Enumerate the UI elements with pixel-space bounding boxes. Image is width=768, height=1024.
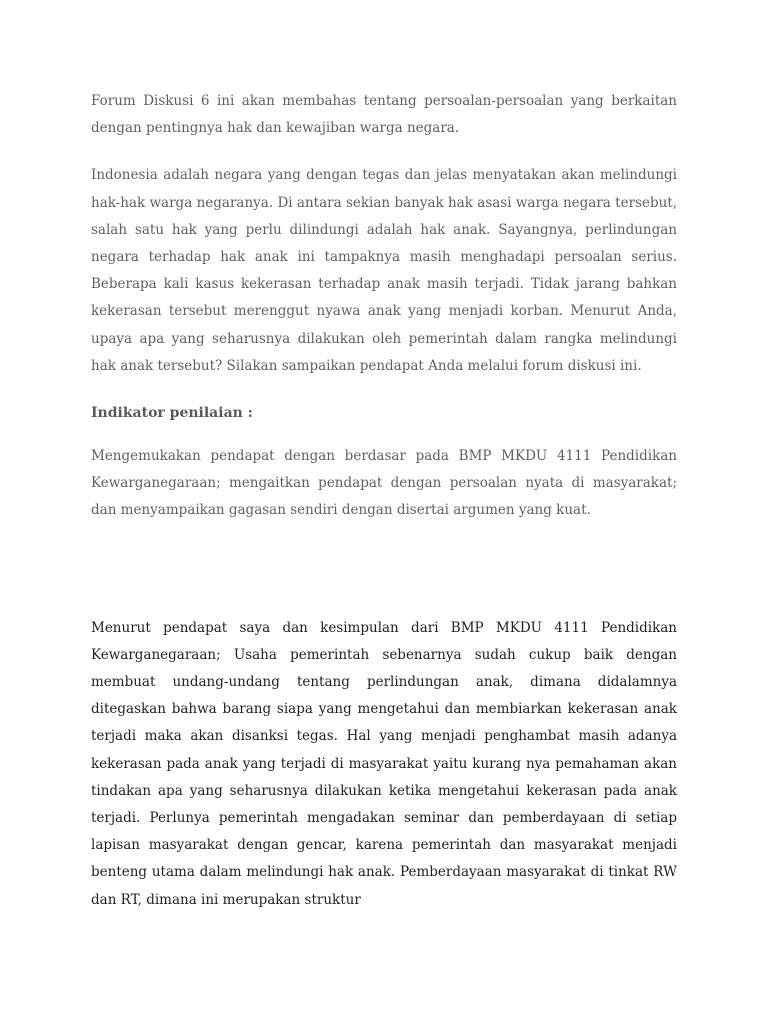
document-page — [91, 88, 677, 914]
criteria-paragraph: Mengemukakan pendapat dengan berdasar pada BMP MKDU 4111 Pendidikan Kewarganegaraan; mengaitkan pendapat dengan persoalan nyata di masyarakat; dan menyampaikan gagasan sendiri dengan disertai argumen yang kuat. — [91, 448, 677, 519]
criteria-heading: Indikator penilaian : — [91, 405, 253, 422]
answer-paragraph: Menurut pendapat saya dan kesimpulan dari BMP MKDU 4111 Pendidikan Kewarganegaraan; Usaha pemerintah sebenarnya sudah cukup baik dengan membuat undang-undang tentang perlindungan anak, dimana didalamnya ditegaskan bahwa barang siapa yang mengetahui dan membiarkan kekerasan anak terjadi maka akan disanksi tegas. Hal yang menjadi penghambat masih adanya kekerasan pada anak yang terjadi di masyarakat yaitu kurang nya pemahaman akan tindakan apa yang seharusnya dilakukan ketika mengetahui kekerasan pada anak terjadi. Perlunya pemerintah mengadakan seminar dan pemberdayaan di setiap lapisan masyarakat dengan gencar, karena pemerintah dan masyarakat menjadi benteng utama dalam melindungi hak anak. Pemberdayaan masyarakat di tinkat RW dan RT, dimana ini merupakan struktur — [91, 619, 677, 908]
intro-paragraph-2: Indonesia adalah negara yang dengan tegas dan jelas menyatakan akan melindungi hak-hak warga negaranya. Di antara sekian banyak hak asasi warga negara tersebut, salah satu hak yang perlu dilindungi adalah hak anak. Sayangnya, perlindungan negara terhadap hak anak ini tampaknya masih menghadapi persoalan serius. Beberapa kali kasus kekerasan terhadap anak masih terjadi. Tidak jarang bahkan kekerasan tersebut merenggut nyawa anak yang menjadi korban. Menurut Anda, upaya apa yang seharusnya dilakukan oleh pemerintah dalam rangka melindungi hak anak tersebut? Silakan sampaikan pendapat Anda melalui forum diskusi ini. — [91, 167, 677, 374]
intro-paragraph-1: Forum Diskusi 6 ini akan membahas tentang persoalan-persoalan yang berkaitan dengan pentingnya hak dan kewajiban warga negara. — [91, 93, 677, 137]
